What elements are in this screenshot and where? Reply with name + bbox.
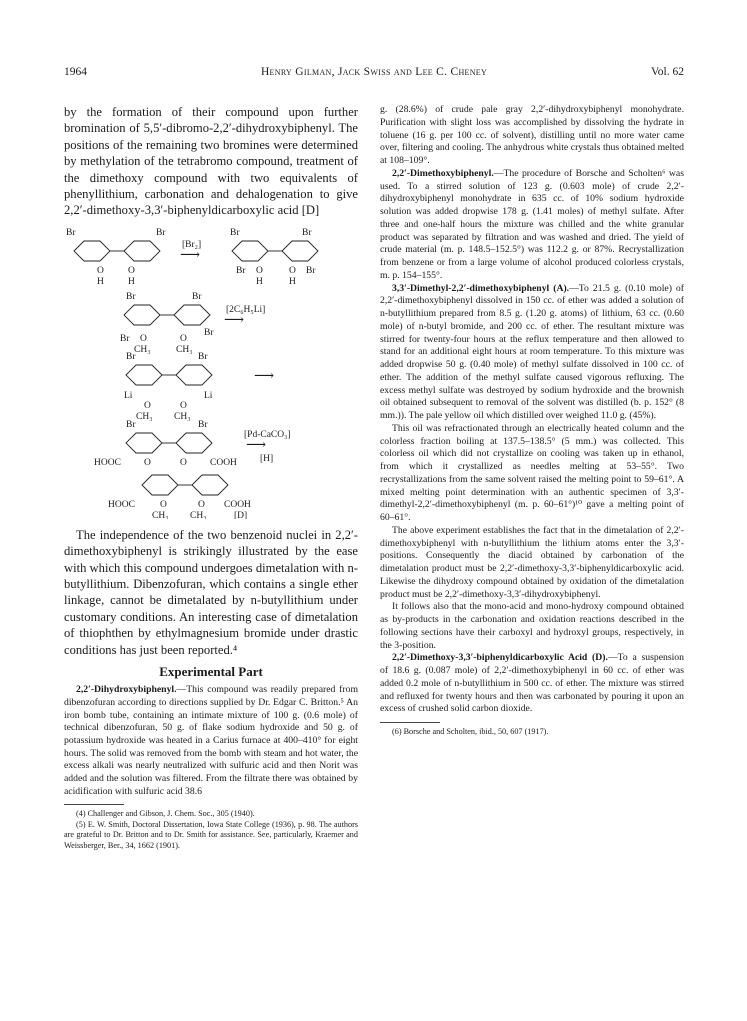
- scheme-br: Br: [126, 291, 136, 302]
- right-column: [380, 104, 684, 737]
- scheme-o: O: [180, 333, 187, 344]
- p3-body: —To 21.5 g. (0.10 mole) of 2,2′-dimethoxybiphenyl dissolved in 150 cc. of ether was added a solution of n-butyllithium prepared from 8.5 g. (1.20 g. atoms) of lithium, 63 cc. (0.60 mole) of n-butyl bromide, and 200 cc. of ether. The resultant mixture was stirred for twenty-four hours at the reflux temperature and then allowed to stand for an additional eight hours at room temperature. To this mixture was added dropwise 50 g. (0.40 mole) of methyl sulfate dissolved in 100 cc. of ether. The addition of the methyl sulfate caused vigorous refluxing. The excess methyl sulfate was destroyed by sodium hydroxide and the brownish oil obtained subsequent to removal of the solvent was distilled (b. p. 152° (8 mm.)). The pale yellow oil which distilled over weighed 11.0 g. (45%).: [380, 282, 684, 421]
- scheme-o: O: [289, 265, 296, 276]
- refractionation-paragraph: This oil was refractionated through an electrically heated column and the colorless fraction boiling at 137.5–138.5° (5 mm.) was collected. This colorless oil which did not crystallize on cooling was taken up in ethanol, from which it crystallized as needles melting at 53–55°. Two recrystallizations from the same solvent raised the melting point to 59–61°. A mixed melting point determination with an authentic specimen of 3,3′-dimethyl-2,2′-dimethoxybiphenyl (m. p. 60–61°)¹⁰ gave a melting point of 60–61°.: [380, 422, 684, 523]
- dicarboxylic-acid-paragraph: [380, 652, 684, 716]
- scheme-arrow: ⟶: [224, 312, 245, 328]
- running-header: [64, 66, 684, 82]
- scheme-compound-3: [120, 292, 214, 355]
- exp1-heading: 2,2′-Dihydroxybiphenyl.: [76, 684, 177, 696]
- footnote-rule: [64, 804, 124, 805]
- exp1-body: —This compound was readily prepared from dibenzofuran according to directions supplied by Dr. Edgar C. Britton.⁵ An iron bomb tube, containing an intimate mixture of 100 g. (0.6 mole) of technical dibenzofuran, 50 g. of flake sodium hydroxide and 50 g. of potassium hydroxide was heated in a Carius furnace at 400–410° for eight hours. The solid was removed from the bomb with steam and hot water, the excess alkali was nearly neutralized with sulfuric acid and then Norit was added and the solution was filtered. From the filtrate there was obtained by acidification with sulfuric acid 38.6: [64, 684, 358, 797]
- scheme-br: Br: [120, 333, 130, 344]
- scheme-br: Br: [236, 265, 246, 276]
- exp1-paragraph: [64, 684, 358, 798]
- scheme-o: O: [144, 457, 151, 468]
- independence-paragraph: The independence of the two benzenoid nuclei in 2,2′-dimethoxybiphenyl is strikingly illustrated by the ease with which this compound undergoes dimetalation with n-butyllithium. Dibenzofuran, which contains a single ether linkage, cannot be dimetalated by n-butyllithium under customary conditions. An interesting case of dimetalation of thiophthen by ethylmagnesium bromide under drastic conditions has just been reported.⁴: [64, 527, 358, 657]
- scheme-compound-1: [66, 228, 166, 287]
- scheme-br: Br: [192, 291, 202, 302]
- scheme-br: Br: [66, 227, 76, 238]
- scheme-ch3: CH₃: [152, 510, 169, 519]
- scheme-br: Br: [230, 227, 240, 238]
- running-authors: Henry Gilman, Jack Swiss and Lee C. Cheney: [260, 66, 488, 78]
- scheme-hooc: HOOC: [94, 457, 121, 468]
- left-column: [64, 104, 358, 851]
- page-number: 1964: [64, 66, 87, 78]
- scheme-ch3: CH₃: [174, 411, 191, 422]
- footnote-6: (6) Borsche and Scholten, ibid., 50, 607 (1917).: [392, 727, 549, 736]
- scheme-compound-d: [108, 475, 251, 519]
- scheme-br: Br: [302, 227, 312, 238]
- scheme-br: Br: [204, 327, 214, 338]
- scheme-o: O: [128, 265, 135, 276]
- volume-number: Vol. 62: [650, 66, 684, 78]
- reaction-scheme: [64, 223, 358, 519]
- byproduct-paragraph: It follows also that the mono-acid and mono-hydroxy compound obtained as by-products in the carbonation and oxidation reactions described in the following sections have their carboxyl and hydroxyl groups, respectively, in the 3-position.: [380, 601, 684, 651]
- scheme-reagent-h: [H]: [260, 453, 274, 464]
- scheme-compound-5: [94, 420, 237, 468]
- scheme-arrow: ⟶: [246, 437, 267, 453]
- p3-heading: 3,3′-Dimethyl-2,2′-dimethoxybiphenyl (A).: [392, 282, 570, 294]
- scheme-h: H: [289, 276, 296, 287]
- scheme-compound-4: [124, 352, 213, 422]
- scheme-ch3: CH₃: [190, 510, 207, 519]
- footnote-5: (5) E. W. Smith, Doctoral Dissertation, Iowa State College (1936), p. 98. The authors are grateful to Dr. Britton and to Dr. Smith for assistance. See, particularly, Kraemer and Weissberger, Ber., 34, 1662 (1901).: [64, 819, 358, 850]
- scheme-reagent-br2: [Br₂]: [182, 239, 202, 250]
- scheme-br: Br: [198, 351, 208, 362]
- scheme-reagent-c6h5li: [2C₆H₅Li]: [226, 304, 266, 315]
- scheme-br: Br: [126, 351, 136, 362]
- p2-body: —The procedure of Borsche and Scholten⁶ was used. To a stirred solution of 123 g. (0.603 mole) of crude 2,2′-dihydroxybiphenyl monohydrate in 635 cc. of 10% sodium hydroxide solution was added dropwise 178 g. (1.41 moles) of methyl sulfate. After three and one-half hours the mixture was chilled and the white granular product was separated by filtration and was washed and dried. The yield of crude material (m. p. 148.5–152.5°) was 112.2 g. or 87%. Recrystallization from benzene or from a large volume of alcohol produced colorless crystals, m. p. 154–155°.: [380, 167, 684, 281]
- footnote-rule-right: [380, 722, 440, 723]
- dimethoxybiphenyl-paragraph: [380, 168, 684, 283]
- scheme-o: O: [180, 400, 187, 411]
- section-title: Experimental Part: [159, 664, 263, 680]
- p7-heading: 2,2′-Dimethoxy-3,3′-biphenyldicarboxylic Acid (D).: [392, 652, 608, 664]
- scheme-h: H: [97, 276, 104, 287]
- scheme-o: O: [97, 265, 104, 276]
- scheme-cooh: COOH: [224, 499, 251, 510]
- scheme-hooc: HOOC: [108, 499, 135, 510]
- intro-paragraph: by the formation of their compound upon further bromination of 5,5′-dibromo-2,2′-dihydroxybiphenyl. The positions of the remaining two bromines were determined by methylation of the tetrabromo compound, treatment of the dimethoxy compound with two equivalents of phenyllithium, carbonation and dehalogenation to give 2,2′-dimethoxy-3,3′-biphenyldicarboxylic acid [D]: [64, 105, 358, 218]
- scheme-h: H: [256, 276, 263, 287]
- dimethyl-paragraph: [380, 283, 684, 423]
- scheme-cooh: COOH: [210, 457, 237, 468]
- scheme-arrow: ⟶: [180, 247, 201, 263]
- footnote-4: (4) Challenger and Gibson, J. Chem. Soc., 305 (1940).: [76, 809, 255, 819]
- scheme-o: O: [160, 499, 167, 510]
- experiment-conclusion-paragraph: The above experiment establishes the fact that in the dimetalation of 2,2′-dimethoxybiphenyl with n-butyllithium the lithium atoms enter the 3,3′-positions. Consequently the diacid obtained by carbonation of the dimetalation product must be 2,2′-dimethoxy-3,3′-biphenyldicarboxylic acid. Likewise the dihydroxy compound obtained by oxidation of the dimetalation product must be 2,2′-dimethoxy-3,3′-dihydroxybiphenyl.: [380, 524, 684, 600]
- scheme-reagent-pd: [Pd-CaCO₃]: [244, 429, 291, 440]
- scheme-li: Li: [204, 390, 213, 401]
- scheme-o: O: [140, 333, 147, 344]
- scheme-br: Br: [156, 227, 166, 238]
- scheme-h: H: [128, 276, 135, 287]
- scheme-o: O: [144, 400, 151, 411]
- scheme-compound-2: [230, 228, 318, 287]
- scheme-o: O: [180, 457, 187, 468]
- p7-body: —To a suspension of 18.6 g. (0.087 mole) of 2,2′-dimethoxybiphenyl in 60 cc. of ether was added 0.2 mole of n-butyllithium in 500 cc. of ether. The mixture was stirred and refluxed for twenty hours and then was carbonated by pouring it upon an excess of crushed solid carbon dioxide.: [380, 652, 684, 715]
- scheme-arrow: ⟶: [254, 368, 275, 384]
- scheme-ch3: CH₃: [176, 344, 193, 355]
- scheme-o: O: [198, 499, 205, 510]
- scheme-ch3: CH₃: [136, 411, 153, 422]
- scheme-o: O: [256, 265, 263, 276]
- p2-heading: 2,2′-Dimethoxybiphenyl.: [392, 167, 494, 179]
- scheme-li: Li: [124, 390, 133, 401]
- scheme-ch3: CH₃: [134, 344, 151, 355]
- scheme-label-d: [D]: [234, 510, 248, 519]
- right-paragraph-1: g. (28.6%) of crude pale gray 2,2′-dihydroxybiphenyl monohydrate. Purification with slight loss was accomplished by dissolving the hydrate in toluene (16 g. per 100 cc. of solvent), distilling until no more water came over, filtering and cooling. The anhydrous white crystals thus obtained melted at 108–109°.: [380, 104, 684, 166]
- scheme-br: Br: [126, 419, 136, 430]
- scheme-br: Br: [306, 265, 316, 276]
- scheme-br: Br: [198, 419, 208, 430]
